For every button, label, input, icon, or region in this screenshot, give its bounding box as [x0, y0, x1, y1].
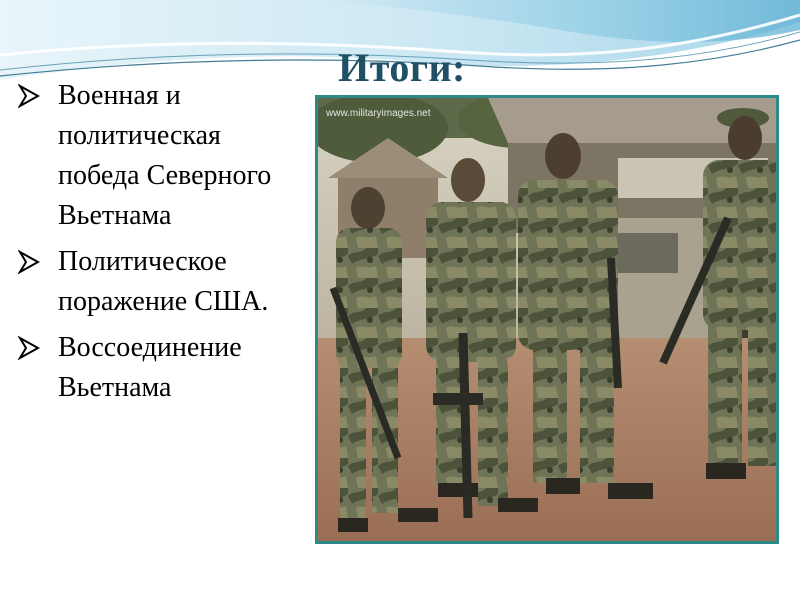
bullet-text: Военная и политическая победа Северного Вьетнама	[58, 80, 272, 231]
bullet-text: Политическое поражение США.	[58, 246, 269, 317]
photo-watermark: www.militaryimages.net	[326, 108, 431, 119]
bullet-text: Воссоединение Вьетнама	[58, 332, 242, 403]
soldiers-photo-illustration	[318, 98, 776, 541]
bullet-item-reunification	[18, 328, 308, 408]
bullet-item-victory	[18, 76, 308, 236]
bullet-item-defeat	[18, 242, 308, 322]
bullet-list	[18, 76, 308, 414]
arrowhead-check-icon	[18, 250, 40, 274]
slide-title: Итоги:	[338, 45, 466, 90]
arrowhead-check-icon	[18, 84, 40, 108]
arrowhead-check-icon	[18, 336, 40, 360]
soldiers-photo	[315, 95, 779, 544]
